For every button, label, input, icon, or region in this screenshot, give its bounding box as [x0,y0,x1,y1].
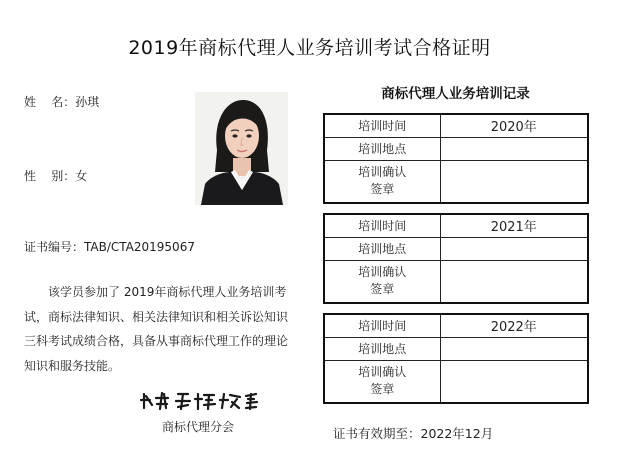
record-place-value [440,137,588,160]
record-confirm-value [440,360,588,403]
record-confirm-row [324,160,588,203]
record-table-2021 [323,213,589,304]
record-confirm-label [324,360,440,403]
gender-value: 女 [75,169,88,183]
record-place-label: 培训地点 [324,137,440,160]
record-confirm-row [324,260,588,303]
records-title: 商标代理人业务培训记录 [381,86,530,102]
record-time-row [324,114,588,137]
record-time-label: 培训时间 [324,114,440,137]
record-place-row [324,237,588,260]
certificate-title: 2019年商标代理人业务培训考试合格证明 [128,37,491,59]
name-value: 孙琪 [75,95,100,109]
record-time-row [324,314,588,337]
record-confirm-label [324,160,440,203]
record-place-value [440,337,588,360]
record-table-2022 [323,313,589,404]
record-time-label: 培训时间 [324,314,440,337]
record-confirm-row [324,360,588,403]
record-place-row [324,137,588,160]
record-confirm-label [324,260,440,303]
record-place-value [440,237,588,260]
confirm-label-line2: 签章 [370,282,395,297]
confirm-label-line1: 培训确认 [358,265,407,280]
cert-number-label: 证书编号： [24,240,85,254]
record-year: 2021年 [440,214,588,237]
cert-number-row [24,238,195,255]
gender-label: 性 别： [24,169,76,183]
record-time-label: 培训时间 [324,214,440,237]
confirm-label-line1: 培训确认 [358,365,407,380]
record-time-row [324,214,588,237]
validity-text: 证书有效期至：2022年12月 [333,426,494,441]
statement-paragraph: 该学员参加了 2019年商标代理人业务培训考试，商标法律知识、相关法律知识和相关诉讼知识三科考试成绩合格，具备从事商标代理工作的理论知识和服务技能。 [24,285,289,373]
issuer-branch-name: 商标代理分会 [161,420,234,434]
confirm-label-line2: 签章 [370,382,395,397]
record-table-2020 [323,113,589,204]
confirm-label-line2: 签章 [370,182,395,197]
record-place-label: 培训地点 [324,237,440,260]
record-year: 2022年 [440,314,588,337]
cert-number-value: TAB/CTA20195067 [84,240,195,254]
calligraphy-seal-icon [140,390,260,412]
record-confirm-value [440,160,588,203]
record-confirm-value [440,260,588,303]
issuer-signature-logo [140,390,260,412]
name-label: 姓 名： [24,95,76,109]
record-place-row [324,337,588,360]
gender-row [24,167,87,184]
name-row [24,93,99,110]
confirm-label-line1: 培训确认 [358,165,407,180]
record-year: 2020年 [440,114,588,137]
portrait-photo [195,92,288,205]
portrait-illustration [195,92,288,205]
record-place-label: 培训地点 [324,337,440,360]
